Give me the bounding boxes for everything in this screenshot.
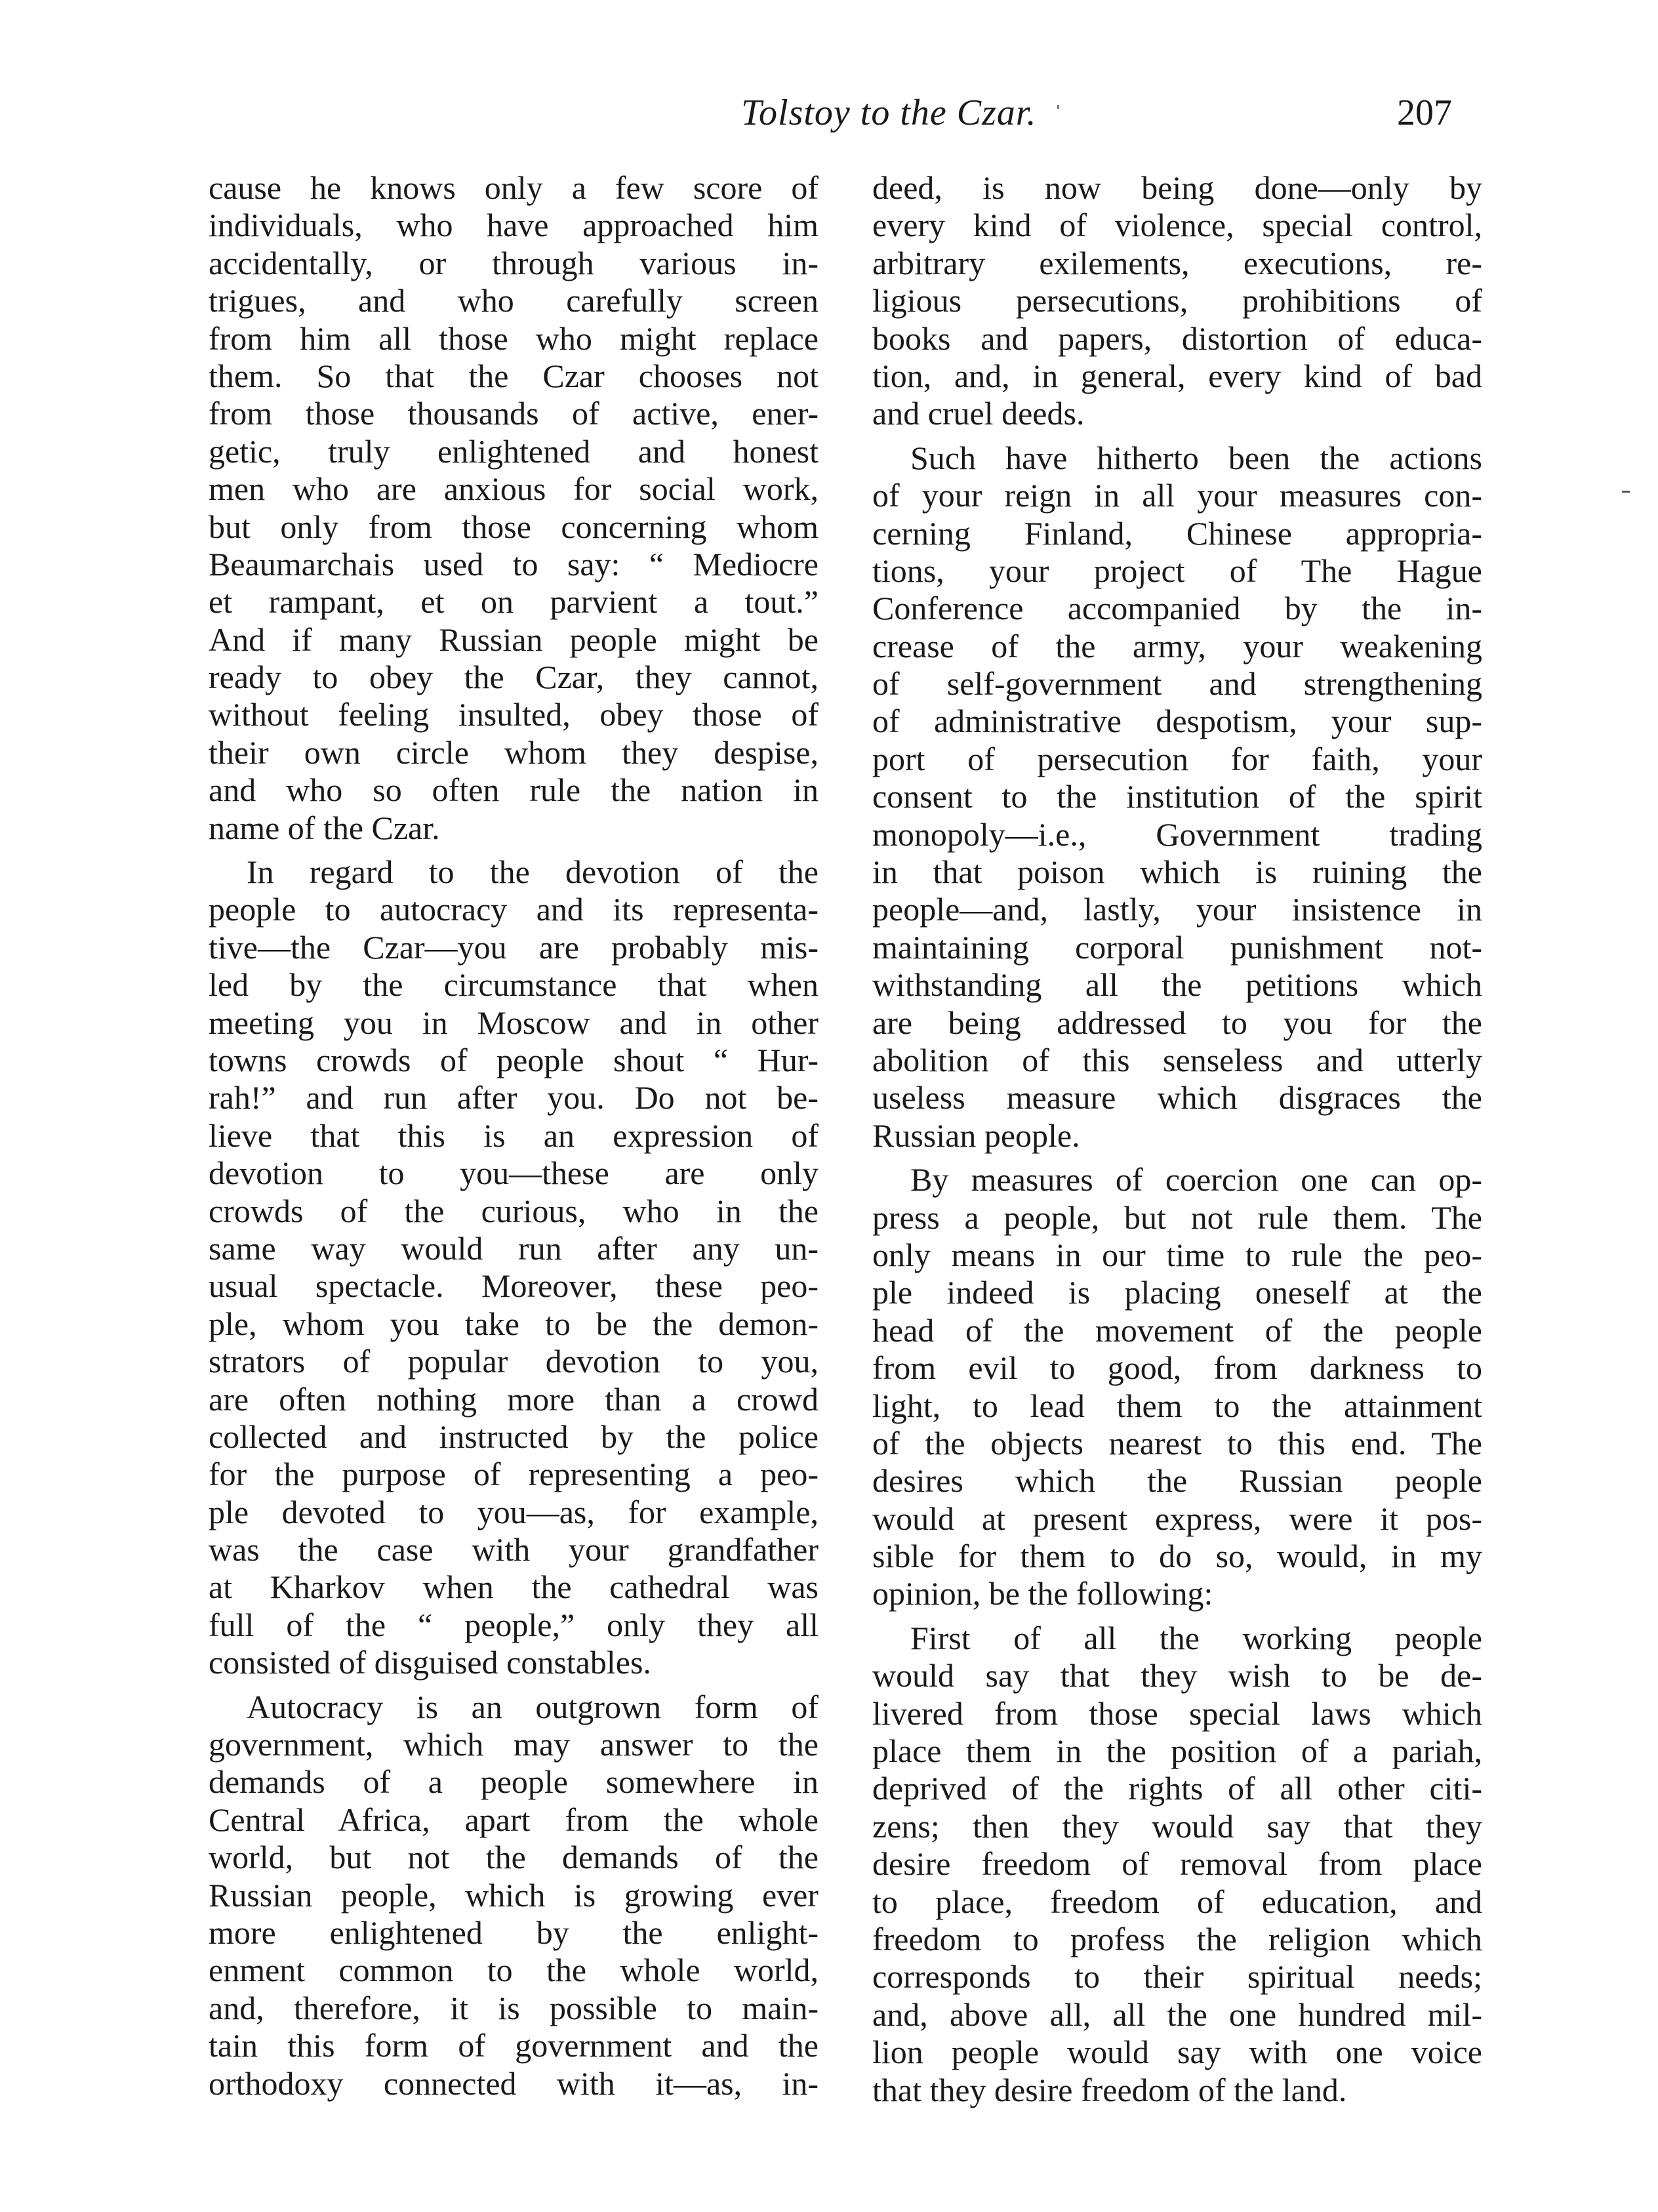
text-line: but only from those concerning whom <box>209 508 819 545</box>
text-line: head of the movement of the people <box>872 1311 1482 1349</box>
text-line: and, above all, all the one hundred mil- <box>872 1996 1482 2033</box>
text-line: from evil to good, from darkness to <box>872 1349 1482 1387</box>
text-line: in that poison which is ruining the <box>872 853 1482 891</box>
text-line: led by the circumstance that when <box>209 966 819 1004</box>
text-line: tions, your project of The Hague <box>872 552 1482 589</box>
text-line: Russian people. <box>872 1116 1080 1154</box>
print-speck <box>1057 105 1059 109</box>
text-line: tive—the Czar—you are probably mis- <box>209 928 819 966</box>
margin-mark <box>1622 491 1630 493</box>
text-line: crease of the army, your weakening <box>872 627 1482 665</box>
running-header <box>0 92 1658 144</box>
text-line: demands of a people somewhere in <box>209 1763 819 1801</box>
text-line: would at present express, were it pos- <box>872 1500 1482 1537</box>
text-line: arbitrary exilements, executions, re- <box>872 244 1482 281</box>
text-line: deed, is now being done—only by <box>872 169 1482 206</box>
text-line: towns crowds of people shout “ Hur- <box>209 1041 819 1078</box>
text-line: accidentally, or through various in- <box>209 244 819 281</box>
text-line: Conference accompanied by the in- <box>872 590 1482 627</box>
text-line: ple, whom you take to be the demon- <box>209 1305 819 1342</box>
text-line: cause he knows only a few score of <box>209 169 819 206</box>
text-line: opinion, be the following: <box>872 1575 1213 1612</box>
text-line: light, to lead them to the attainment <box>872 1387 1482 1424</box>
text-line: every kind of violence, special control, <box>872 207 1482 244</box>
text-line: from him all those who might replace <box>209 319 819 357</box>
text-line: of self-government and strengthening <box>872 665 1482 703</box>
text-line: books and papers, distortion of educa- <box>872 319 1482 357</box>
left-column <box>209 169 819 2102</box>
text-line: consisted of disguised constables. <box>209 1644 651 1681</box>
text-line: to place, freedom of education, and <box>872 1883 1482 1920</box>
text-line: orthodoxy connected with it—as, in- <box>209 2064 819 2102</box>
text-line: devotion to you—these are only <box>209 1155 819 1192</box>
text-line: are often nothing more than a crowd <box>209 1380 819 1418</box>
text-line: First of all the working people <box>910 1619 1482 1656</box>
text-line: name of the Czar. <box>209 809 440 846</box>
text-line: ready to obey the Czar, they cannot, <box>209 659 819 696</box>
text-line: deprived of the rights of all other citi- <box>872 1770 1482 1807</box>
text-line: In regard to the devotion of the <box>247 853 819 891</box>
text-line: more enlightened by the enlight- <box>209 1914 819 1951</box>
text-line: lieve that this is an expression of <box>209 1116 819 1154</box>
text-line: Autocracy is an outgrown form of <box>247 1688 819 1725</box>
text-line: useless measure which disgraces the <box>872 1079 1482 1116</box>
paragraph <box>872 1620 1482 2109</box>
text-line: withstanding all the petitions which <box>872 966 1482 1004</box>
text-line: getic, truly enlightened and honest <box>209 432 819 470</box>
text-line: press a people, but not rule them. The <box>872 1198 1482 1236</box>
text-line: would say that they wish to be de- <box>872 1657 1482 1694</box>
text-line: Central Africa, apart from the whole <box>209 1801 819 1838</box>
text-line: sible for them to do so, would, in my <box>872 1538 1482 1575</box>
text-line: maintaining corporal punishment not- <box>872 928 1482 966</box>
text-line: of your reign in all your measures con- <box>872 477 1482 514</box>
text-line: people to autocracy and its representa- <box>209 891 819 928</box>
text-line: lion people would say with one voice <box>872 2034 1482 2071</box>
text-line: individuals, who have approached him <box>209 207 819 244</box>
text-line: was the case with your grandfather <box>209 1531 819 1568</box>
text-line: Beaumarchais used to say: “ Mediocre <box>209 545 819 583</box>
running-title: Tolstoy to the Czar. <box>741 92 1037 133</box>
text-line: livered from those special laws which <box>872 1694 1482 1732</box>
text-line: full of the “ people,” only they all <box>209 1606 819 1643</box>
text-line: at Kharkov when the cathedral was <box>209 1568 819 1606</box>
text-line: place them in the position of a pariah, <box>872 1732 1482 1770</box>
text-line: and cruel deeds. <box>872 395 1085 432</box>
paragraph <box>872 440 1482 1155</box>
text-line: and who so often rule the nation in <box>209 771 819 809</box>
text-line: their own circle whom they despise, <box>209 733 819 771</box>
text-line: Russian people, which is growing ever <box>209 1876 819 1914</box>
text-line: people—and, lastly, your insistence in <box>872 891 1482 928</box>
text-line: ligious persecutions, prohibitions of <box>872 282 1482 319</box>
text-line: tain this form of government and the <box>209 2027 819 2064</box>
text-line: tion, and, in general, every kind of bad <box>872 357 1482 394</box>
text-line: monopoly—i.e., Government trading <box>872 815 1482 853</box>
text-line: rah!” and run after you. Do not be- <box>209 1079 819 1116</box>
text-line: collected and instructed by the police <box>209 1418 819 1455</box>
text-line: zens; then they would say that they <box>872 1807 1482 1845</box>
text-line: et rampant, et on parvient a tout.” <box>209 583 819 621</box>
right-column <box>872 169 1482 2109</box>
text-line: cerning Finland, Chinese appropria- <box>872 514 1482 552</box>
text-line: same way would run after any un- <box>209 1229 819 1267</box>
paragraph <box>872 1161 1482 1613</box>
text-line: And if many Russian people might be <box>209 621 819 658</box>
text-line: meeting you in Moscow and in other <box>209 1004 819 1041</box>
paragraph <box>872 169 1482 433</box>
text-line: desires which the Russian people <box>872 1462 1482 1500</box>
text-line: of administrative despotism, your sup- <box>872 703 1482 740</box>
text-line: abolition of this senseless and utterly <box>872 1041 1482 1078</box>
text-line: desire freedom of removal from place <box>872 1845 1482 1883</box>
text-line: only means in our time to rule the peo- <box>872 1236 1482 1273</box>
page-number: 207 <box>1397 92 1452 133</box>
text-line: and, therefore, it is possible to main- <box>209 1989 819 2026</box>
text-line: from those thousands of active, ener- <box>209 395 819 432</box>
text-line: men who are anxious for social work, <box>209 470 819 508</box>
text-line: port of persecution for faith, your <box>872 740 1482 777</box>
paragraph <box>209 1689 819 2102</box>
text-line: Such have hitherto been the actions <box>910 439 1482 476</box>
paragraph <box>209 169 819 847</box>
text-line: that they desire freedom of the land. <box>872 2071 1347 2108</box>
text-line: of the objects nearest to this end. The <box>872 1424 1482 1462</box>
text-line: corresponds to their spiritual needs; <box>872 1958 1482 1996</box>
text-line: government, which may answer to the <box>209 1726 819 1763</box>
text-line: freedom to profess the religion which <box>872 1920 1482 1957</box>
text-line: ple devoted to you—as, for example, <box>209 1493 819 1530</box>
text-line: crowds of the curious, who in the <box>209 1192 819 1229</box>
text-line: consent to the institution of the spirit <box>872 778 1482 815</box>
text-line: trigues, and who carefully screen <box>209 282 819 319</box>
text-line: usual spectacle. Moreover, these peo- <box>209 1267 819 1305</box>
paragraph <box>209 853 819 1682</box>
text-line: By measures of coercion one can op- <box>910 1161 1482 1198</box>
text-line: world, but not the demands of the <box>209 1839 819 1876</box>
text-line: ple indeed is placing oneself at the <box>872 1274 1482 1311</box>
text-line: are being addressed to you for the <box>872 1004 1482 1041</box>
text-line: without feeling insulted, obey those of <box>209 696 819 733</box>
text-line: them. So that the Czar chooses not <box>209 357 819 394</box>
text-line: strators of popular devotion to you, <box>209 1343 819 1380</box>
text-line: enment common to the whole world, <box>209 1952 819 1989</box>
text-line: for the purpose of representing a peo- <box>209 1456 819 1493</box>
